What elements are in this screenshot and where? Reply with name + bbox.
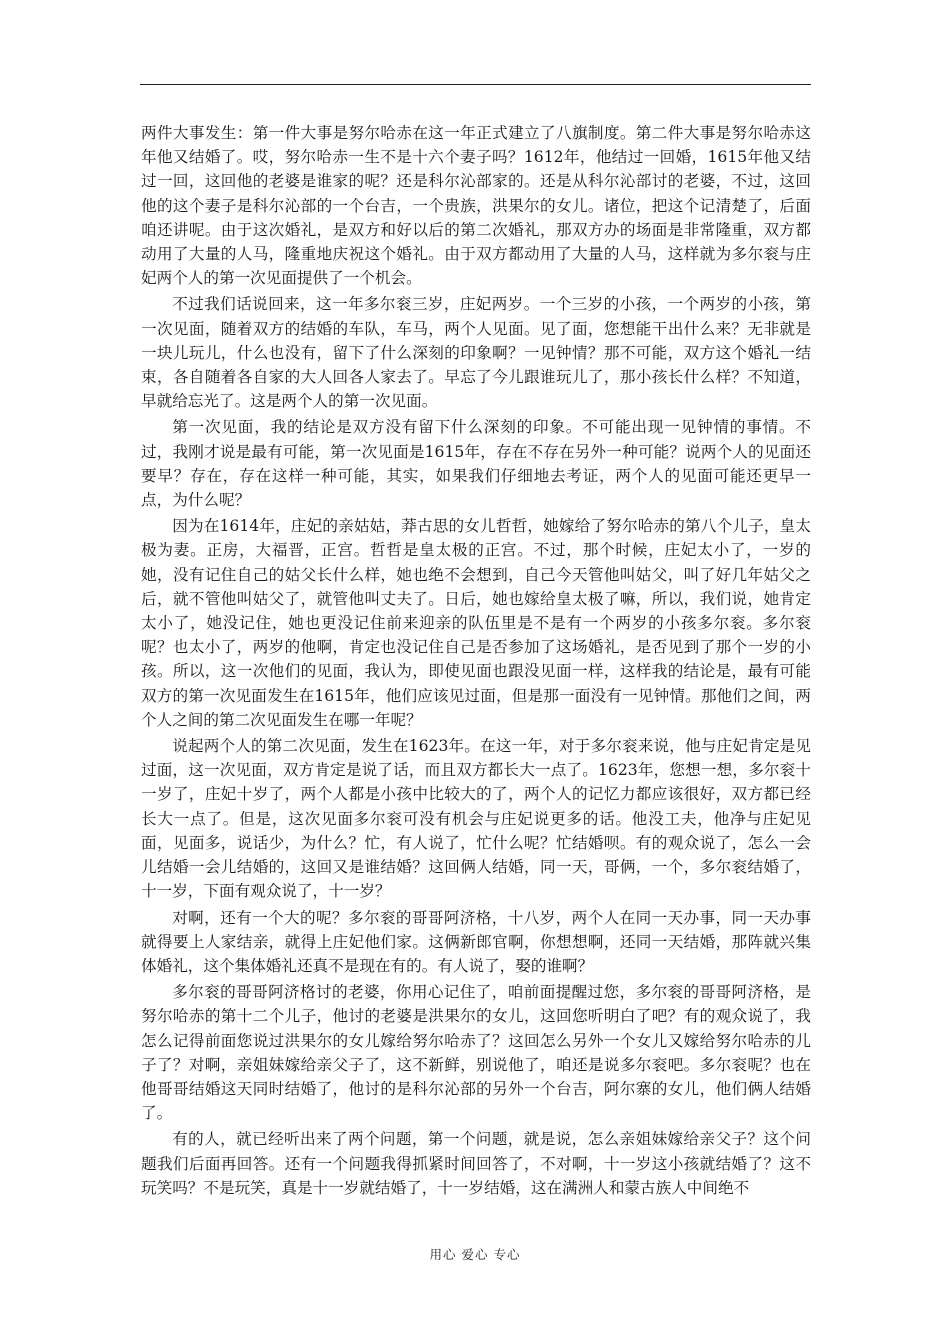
paragraph: 第一次见面，我的结论是双方没有留下什么深刻的印象。不可能出现一见钟情的事情。不过，我刚才说是最有可能，第一次见面是1615年，存在不存在另外一种可能？说两个人的见面还要早？存在，存在这样一种可能，其实，如果我们仔细地去考证，两个人的见面可能还更早一点，为什么呢？: [141, 418, 811, 510]
paragraph: 不过我们话说回来，这一年多尔衮三岁，庄妃两岁。一个三岁的小孩，一个两岁的小孩，第一次见面，随着双方的结婚的车队，车马，两个人见面。见了面，您想能干出什么来？无非就是一块儿玩儿，什么也没有，留下了什么深刻的印象啊？一见钟情？那不可能，双方这个婚礼一结束，各自随着各自家的大人回各人家去了。早忘了今儿跟谁玩儿了，那小孩长什么样？不知道，早就给忘光了。这是两个人的第一次见面。: [141, 295, 811, 411]
paragraph: 有的人，就已经听出来了两个问题，第一个问题，就是说，怎么亲姐妹嫁给亲父子？这个问题我们后面再回答。还有一个问题我得抓紧时间回答了，不对啊，十一岁这小孩就结婚了？这不玩笑吗？不是玩笑，真是十一岁就结婚了，十一岁结婚，这在满洲人和蒙古族人中间绝不: [141, 1130, 811, 1197]
paragraph: 多尔衮的哥哥阿济格讨的老婆，你用心记住了，咱前面提醒过您，多尔衮的哥哥阿济格，是努尔哈赤的第十二个儿子，他讨的老婆是洪果尔的女儿，这回您听明白了吧？有的观众说了，我怎么记得前面您说过洪果尔的女儿嫁给努尔哈赤了？这回怎么另外一个女儿又嫁给努尔哈赤的儿子了？对啊，亲姐妹嫁给亲父子了，这不新鲜，别说他了，咱还是说多尔衮吧。多尔衮呢？也在他哥哥结婚这天同时结婚了，他讨的是科尔沁部的另外一个台吉，阿尔寨的女儿，他们俩人结婚了。: [141, 983, 811, 1123]
document-body: [141, 121, 811, 1200]
paragraph: 说起两个人的第二次见面，发生在1623年。在这一年，对于多尔衮来说，他与庄妃肯定是见过面，这一次见面，双方肯定是说了话，而且双方都长大一点了。1623年，您想一想，多尔衮十一岁了，庄妃十岁了，两个人都是小孩中比较大的了，两个人的记忆力都应该很好，双方都已经长大一点了。但是，这次见面多尔衮可没有机会与庄妃说更多的话。他没工夫，他净与庄妃见面，见面多，说话少，为什么？忙，有人说了，忙什么呢？忙结婚呗。有的观众说了，怎么一会儿结婚一会儿结婚的，这回又是谁结婚？这回俩人结婚，同一天，哥俩，一个，多尔衮结婚了，十一岁，下面有观众说了，十一岁？: [141, 737, 811, 901]
header-rule: [140, 84, 811, 85]
paragraph: 对啊，还有一个大的呢？多尔衮的哥哥阿济格，十八岁，两个人在同一天办事，同一天办事就得要上人家结亲，就得上庄妃他们家。这俩新郎官啊，你想想啊，还同一天结婚，那阵就兴集体婚礼，这个集体婚礼还真不是现在有的。有人说了，娶的谁啊？: [141, 908, 811, 975]
paragraph: 两件大事发生：第一件大事是努尔哈赤在这一年正式建立了八旗制度。第二件大事是努尔哈赤这年他又结婚了。哎，努尔哈赤一生不是十六个妻子吗？1612年，他结过一回婚，1615年他又结过一回，这回他的老婆是谁家的呢？还是科尔沁部家的。还是从科尔沁部讨的老婆，不过，这回他的这个妻子是科尔沁部的一个台吉，一个贵族，洪果尔的女儿。诸位，把这个记清楚了，后面咱还讲呢。由于这次婚礼，是双方和好以后的第二次婚礼，那双方办的场面是非常隆重，双方都动用了大量的人马，隆重地庆祝这个婚礼。由于双方都动用了大量的人马，这样就为多尔衮与庄妃两个人的第一次见面提供了一个机会。: [141, 124, 811, 288]
paragraph: 因为在1614年，庄妃的亲姑姑，莽古思的女儿哲哲，她嫁给了努尔哈赤的第八个儿子，皇太极为妻。正房，大福晋，正宫。哲哲是皇太极的正宫。不过，那个时候，庄妃太小了，一岁的她，没有记住自己的姑父长什么样，她也绝不会想到，自己今天管他叫姑父，叫了好几年姑父之后，就不管他叫姑父了，就管他叫丈夫了。日后，她也嫁给皇太极了嘛，所以，我们说，她肯定太小了，她没记住，她也更没记住前来迎亲的队伍里是不是有一个两岁的小孩多尔衮。多尔衮呢？也太小了，两岁的他啊，肯定也没记住自己是否参加了这场婚礼，是否见到了那个一岁的小孩。所以，这一次他们的见面，我认为，即使见面也跟没见面一样，这样我的结论是，最有可能双方的第一次见面发生在1615年，他们应该见过面，但是那一面没有一见钟情。那他们之间，两个人之间的第二次见面发生在哪一年呢？: [141, 517, 811, 729]
page-footer: 用心 爱心 专心: [429, 1247, 521, 1262]
